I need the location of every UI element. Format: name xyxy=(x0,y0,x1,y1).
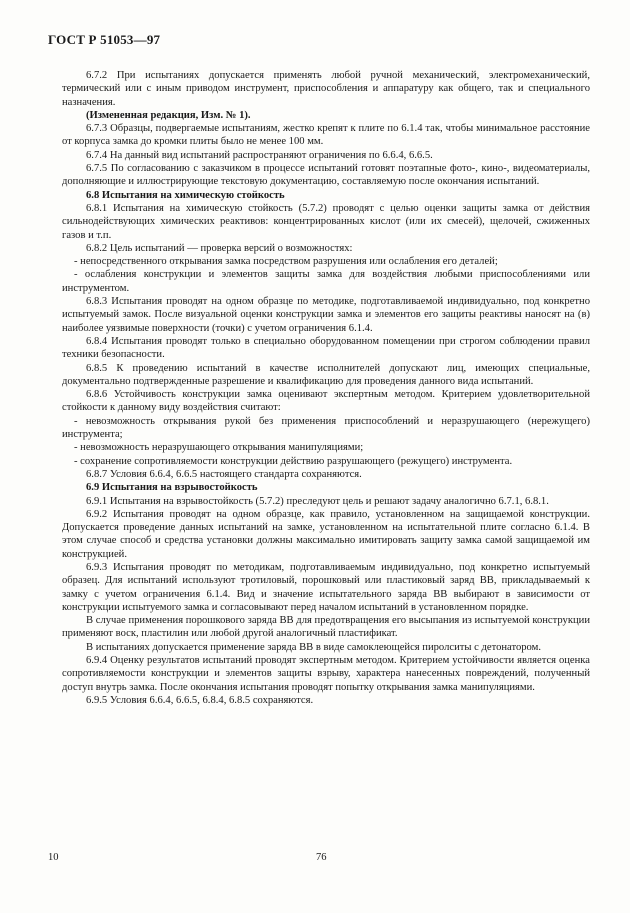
paragraph: 6.7.5 По согласованию с заказчиком в процессе испытаний готовят поэтапные фото-, кино-, видеоматериалы, дополняющие и иллюстрирующие текстовую документацию, составляемую после окончания испытаний. xyxy=(62,163,590,188)
list-item: - ослабления конструкции и элементов защиты замка для воздействия любыми приспособлениями или инструментом. xyxy=(62,269,590,294)
list-item: - сохранение сопротивляемости конструкции действию разрушающего (режущего) инструмента. xyxy=(74,455,513,467)
list-item: - непосредственного открывания замка посредством разрушения или ослабления его деталей; xyxy=(74,256,498,268)
paragraph: 6.8.1 Испытания на химическую стойкость (5.7.2) проводят с целью оценки защиты замка от действия сильнодействующих химических реактивов: концентрированных кислот (или их смесей), щелочей, сжиженных газов и т.п. xyxy=(62,202,590,241)
paragraph: 6.7.2 При испытаниях допускается применять любой ручной механический, электромеханический, термический или с иным приводом инструмент, приспособления и аппаратуру как общего, так и специального назначения. xyxy=(62,70,590,108)
paragraph: 6.9.4 Оценку результатов испытаний проводят экспертным методом. Критерием устойчивости является оценка сопротивляемости конструкции и элементов защиты взрыву, характера нанесенных повреждений, полученный доступ внутрь замка. После окончания испытания проводят попытку открывания замка манипуляциями. xyxy=(62,655,590,693)
paragraph: 6.9.1 Испытания на взрывостойкость (5.7.2) преследуют цель и решают задачу аналогично 6.7.1, 6.8.1. xyxy=(86,495,549,507)
paragraph: 6.8.7 Условия 6.6.4, 6.6.5 настоящего стандарта сохраняются. xyxy=(86,468,362,480)
paragraph: 6.8.3 Испытания проводят на одном образце по методике, подготавливаемой индивидуально, под конкретно испытуемый замок. После визуальной оценки конструкции замка и элементов его защиты реактивы наносят на (в) наиболее уязвимые поверхности (точки) с учетом ограничения 6.1.4. xyxy=(62,296,590,334)
paragraph: В случае применения порошкового заряда ВВ для предотвращения его высыпания из испытуемой конструкции применяют воск, пластилин или любой другой аналогичный пластификат. xyxy=(62,615,590,640)
paragraph: 6.9.2 Испытания проводят на одном образце, как правило, установленном на защищаемой конструкции. Допускается проведение данных испытаний на замке, установленном на испытательной плите согласно 6.1.4. В этом случае способ и средства установки должны максимально имитировать защиту замка самой защищаемой им конструкцией. xyxy=(62,508,590,560)
list-item: - невозможность открывания рукой без применения приспособлений и неразрушающего (нережущего) инструмента; xyxy=(62,415,590,441)
paragraph: 6.8.2 Цель испытаний — проверка версий о возможностях: xyxy=(86,242,353,254)
paragraph: 6.8.4 Испытания проводят только в специально оборудованном помещении при строгом соблюдении правил техники безопасности. xyxy=(62,335,590,361)
paragraph: 6.8.5 К проведению испытаний в качестве исполнителей допускают лиц, имеющих специальные, документально подтвержденные разрешение и квалификацию для проведения данного вида испытаний. xyxy=(62,362,590,387)
section-heading: 6.8 Испытания на химическую стойкость xyxy=(86,189,285,201)
sheet-number: 76 xyxy=(316,852,327,863)
paragraph: 6.7.4 На данный вид испытаний распространяют ограничения по 6.6.4, 6.6.5. xyxy=(86,149,433,161)
page-number: 10 xyxy=(48,852,59,863)
paragraph: 6.9.3 Испытания проводят по методикам, подготавливаемым индивидуально, под конкретно испытуемый образец. Для испытаний используют тротиловый, порошковый или пластиковый заряд ВВ, прикладываемый к замку с учетом ограничения 6.1.4. Вид и значение испытательного заряда ВВ выбирают в зависимости от конструкции испытуемого замка и согласовывают перед началом испытаний в установленном порядке. xyxy=(62,561,590,613)
document-body xyxy=(62,69,590,707)
paragraph: 6.8.6 Устойчивость конструкции замка оценивают экспертным методом. Критерием удовлетворительной стойкости к данному виду воздействия считают: xyxy=(62,389,590,414)
section-heading: 6.9 Испытания на взрывостойкость xyxy=(86,482,258,494)
paragraph: (Измененная редакция, Изм. № 1). xyxy=(86,109,251,121)
list-item: - невозможность неразрушающего открывания манипуляциями; xyxy=(74,442,364,454)
document-header: ГОСТ Р 51053—97 xyxy=(48,32,161,47)
paragraph: 6.9.5 Условия 6.6.4, 6.6.5, 6.8.4, 6.8.5 сохраняются. xyxy=(86,694,314,706)
paragraph: 6.7.3 Образцы, подвергаемые испытаниям, жестко крепят к плите по 6.1.4 так, чтобы минимальное расстояние от корпуса замка до кромки плиты было не менее 100 мм. xyxy=(62,123,590,148)
paragraph: В испытаниях допускается применение заряда ВВ в виде самоклеющейся пиролситы с детонатором. xyxy=(86,641,541,653)
